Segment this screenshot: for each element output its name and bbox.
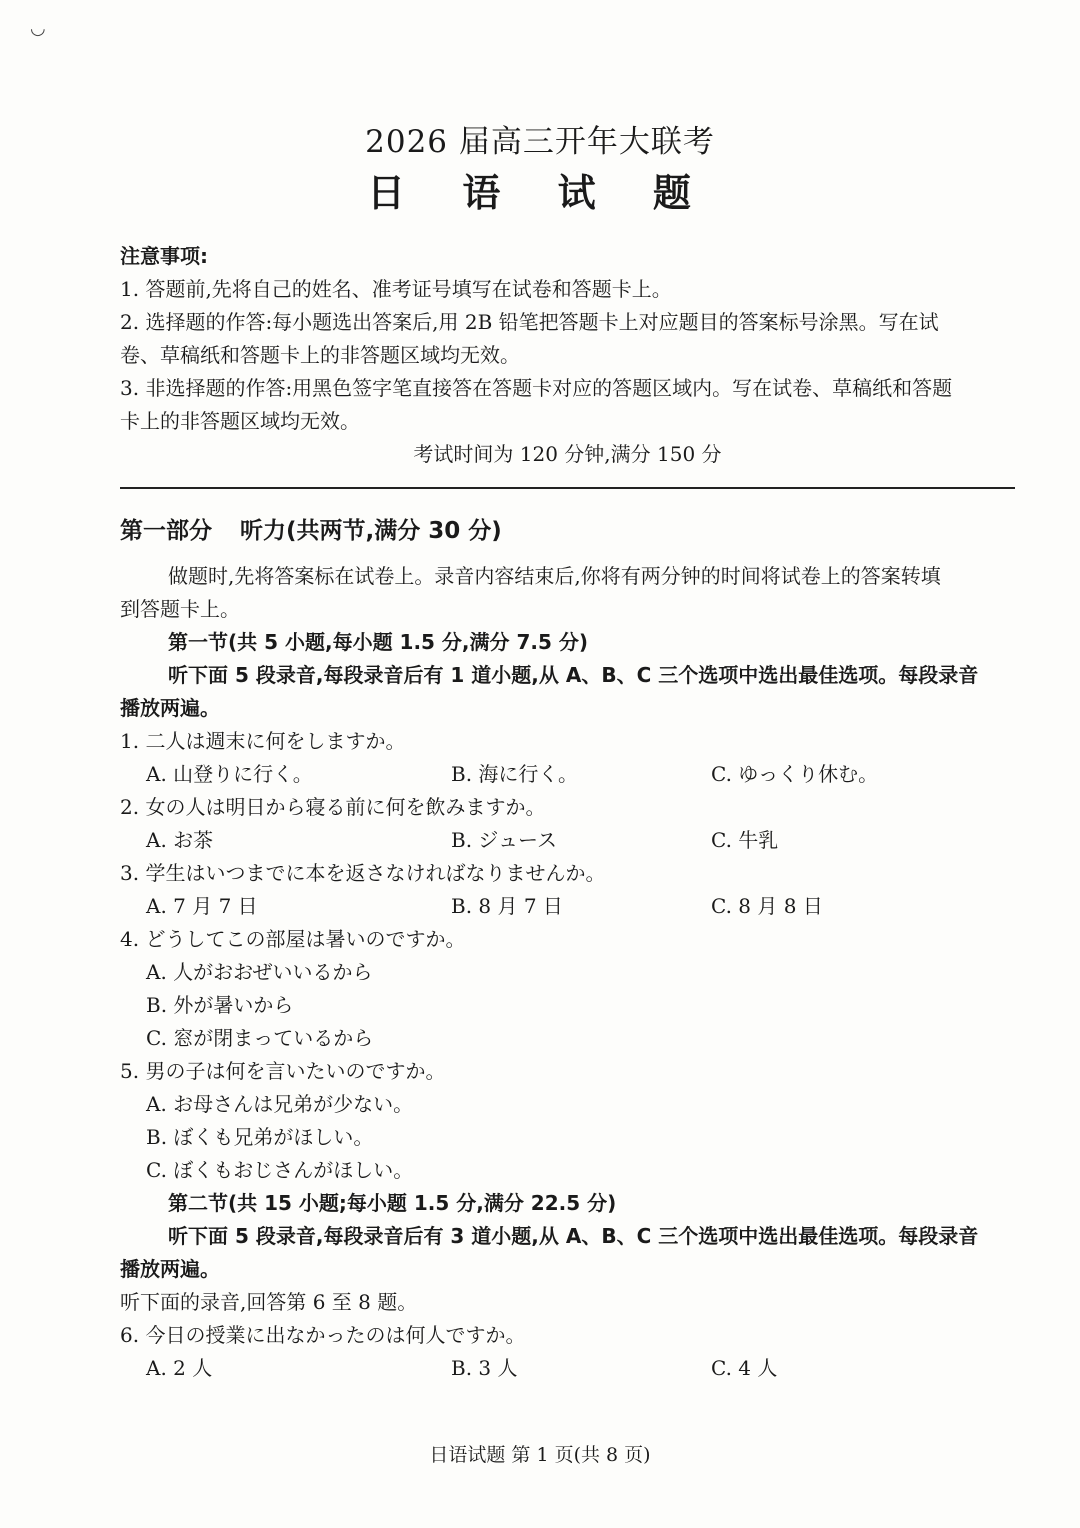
notice-item-1: 1. 答题前,先将自己的姓名、准考证号填写在试卷和答题卡上。 [120,277,672,301]
option-a: A. お母さんは兄弟が少ない。 [146,1092,414,1116]
question-5: 5. 男の子は何を言いたいのですか。 [120,1059,446,1083]
option-c: C. 窓が閉まっているから [146,1026,374,1050]
page-footer: 日语试题 第 1 页(共 8 页) [429,1444,651,1466]
part1-intro-1: 做题时,先将答案标在试卷上。录音内容结束后,你将有两分钟的时间将试卷上的答案转填 [168,564,941,588]
option-b: B. 8 月 7 日 [451,894,563,918]
divider [120,487,1015,489]
option-b: B. 外が暑いから [146,993,294,1017]
section1-heading: 第一节(共 5 小题,每小题 1.5 分,满分 7.5 分) [168,630,589,654]
section1-instruction-1: 听下面 5 段录音,每段录音后有 1 道小题,从 A、B、C 三个选项中选出最佳选项。每段录音 [168,663,979,687]
group-note: 听下面的录音,回答第 6 至 8 题。 [120,1290,418,1314]
section2-heading: 第二节(共 15 小题;每小题 1.5 分,满分 22.5 分) [168,1191,617,1215]
part1-title: 听力(共两节,满分 30 分) [240,518,502,544]
option-a: A. 人がおおぜいいるから [146,960,373,984]
option-a: A. 2 人 [146,1356,213,1380]
option-a: A. 7 月 7 日 [146,894,258,918]
notice-item-3: 3. 非选择题的作答:用黑色签字笔直接答在答题卡对应的答题区域内。写在试卷、草稿纸和答题 [120,376,953,400]
question-6-options [120,1352,1015,1385]
part1-heading [120,515,1015,548]
option-b: B. 海に行く。 [451,762,579,786]
option-a: A. お茶 [146,828,214,852]
option-a: A. 山登りに行く。 [146,762,313,786]
notice-item-3-cont: 卡上的非答题区域均无效。 [120,409,360,433]
question-2: 2. 女の人は明日から寝る前に何を飲みますか。 [120,795,546,819]
question-6: 6. 今日の授業に出なかったのは何人ですか。 [120,1323,526,1347]
question-3-options [120,890,1015,923]
question-1: 1. 二人は週末に何をしますか。 [120,729,406,753]
section2-instruction-1: 听下面 5 段录音,每段录音后有 3 道小题,从 A、B、C 三个选项中选出最佳选项。每段录音 [168,1224,979,1248]
part1-label: 第一部分 [120,518,212,544]
corner-mark: ◡ [30,18,46,39]
question-2-options [120,824,1015,857]
option-c: C. ぼくもおじさんがほしい。 [146,1158,414,1182]
option-b: B. 3 人 [451,1356,518,1380]
notice-item-2-cont: 卷、草稿纸和答题卡上的非答题区域均无效。 [120,343,520,367]
option-c: C. 4 人 [711,1356,778,1380]
option-b: B. ジュース [451,828,558,852]
section2-instruction-2: 播放两遍。 [120,1257,220,1281]
subject-title: 日 语 试 题 [367,171,713,215]
question-3: 3. 学生はいつまでに本を返さなければなりませんか。 [120,861,606,885]
section1-instruction-2: 播放两遍。 [120,696,220,720]
notice-item-2: 2. 选择题的作答:每小题选出答案后,用 2B 铅笔把答题卡上对应题目的答案标号涂黑。写在试 [120,310,939,334]
notice-heading: 注意事项: [120,244,208,268]
question-1-options [120,758,1015,791]
option-c: C. ゆっくり休む。 [711,762,879,786]
part1-intro-2: 到答题卡上。 [120,597,240,621]
exam-time-line: 考试时间为 120 分钟,满分 150 分 [413,442,722,466]
exam-title: 2026 届高三开年大联考 [365,124,715,160]
question-4: 4. どうしてこの部屋は暑いのですか。 [120,927,466,951]
exam-content [120,240,1015,1385]
option-c: C. 牛乳 [711,828,779,852]
option-b: B. ぼくも兄弟がほしい。 [146,1125,374,1149]
option-c: C. 8 月 8 日 [711,894,823,918]
